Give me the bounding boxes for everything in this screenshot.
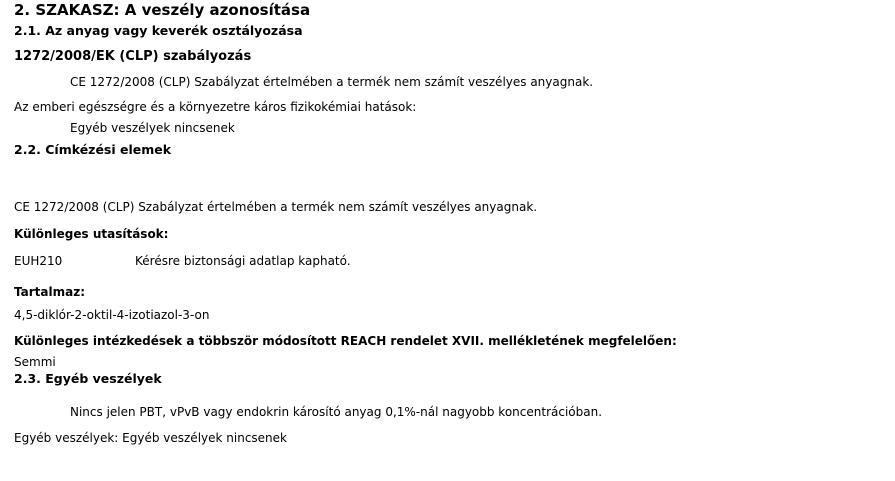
other-hazards-line: Egyéb veszélyek: Egyéb veszélyek nincsenek <box>14 431 287 445</box>
labelling-statement: CE 1272/2008 (CLP) Szabályzat értelmében a termék nem számít veszélyes anyagnak. <box>14 200 538 214</box>
pbt-statement: Nincs jelen PBT, vPvB vagy endokrin károsító anyag 0,1%-nál nagyobb koncentrációban. <box>70 405 603 419</box>
physchem-effects-label: Az emberi egészségre és a környezetre káros fizikokémiai hatások: <box>14 100 417 114</box>
reach-measures-heading: Különleges intézkedések a többször módosított REACH rendelet XVII. mellékletének megfelelően: <box>14 334 677 348</box>
physchem-effects-value: Egyéb veszélyek nincsenek <box>70 121 235 135</box>
contains-substance: 4,5-diklór-2-oktil-4-izotiazol-3-on <box>14 308 210 322</box>
section-title: 2. SZAKASZ: A veszély azonosítása <box>14 1 311 19</box>
euh-statement-row <box>14 254 351 269</box>
euh-code: EUH210 <box>14 254 63 268</box>
euh-text: Kérésre biztonsági adatlap kapható. <box>135 254 351 268</box>
subsection-2-1-heading: 2.1. Az anyag vagy keverék osztályozása <box>14 23 303 38</box>
clp-regulation-heading: 1272/2008/EK (CLP) szabályozás <box>14 49 252 64</box>
subsection-2-3-heading: 2.3. Egyéb veszélyek <box>14 371 162 386</box>
special-instructions-heading: Különleges utasítások: <box>14 227 169 241</box>
contains-heading: Tartalmaz: <box>14 285 85 299</box>
subsection-2-2-heading: 2.2. Címkézési elemek <box>14 142 172 157</box>
reach-measures-value: Semmi <box>14 355 56 369</box>
clp-regulation-statement: CE 1272/2008 (CLP) Szabályzat értelmében a termék nem számít veszélyes anyagnak. <box>70 75 594 89</box>
